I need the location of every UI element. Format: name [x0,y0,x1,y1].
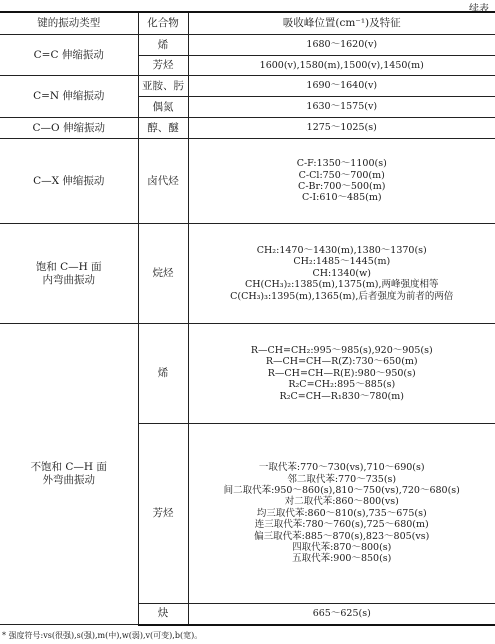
vibration-type-line: 内弯曲振动 [42,273,95,286]
table-row [0,76,495,97]
absorption-line: C(CH₃)₃:1395(m),1365(m),后者强度为前者的两倍 [230,290,454,302]
absorption-line: 间二取代苯:950～860(s),810～750(vs),720～680(s) [223,485,460,497]
table-header-row [0,12,495,35]
compound-cell: 亚胺、肟 [138,76,188,97]
table-row [0,139,495,224]
table-row [0,324,495,424]
compound-cell: 烯 [138,35,188,56]
header-vibration-type: 键的振动类型 [0,12,138,35]
table-row [0,118,495,139]
absorption-cell [188,424,495,604]
vibration-type-cell [0,224,138,324]
absorption-line: C-Br:700～500(m) [298,181,386,192]
absorption-line: CH₂:1485～1445(m) [293,256,391,268]
header-absorption: 吸收峰位置(cm⁻¹)及特征 [188,12,495,35]
absorption-cell: 1680～1620(v) [188,35,495,56]
compound-cell: 芳烃 [138,56,188,76]
absorption-line: 邻二取代苯:770～735(s) [287,473,397,485]
table-row [0,224,495,324]
absorption-cell: 1275～1025(s) [188,118,495,139]
absorption-line: 偏三取代苯:885～870(s),823～805(vs) [254,530,430,542]
vibration-type-line: 外弯曲振动 [42,474,95,486]
absorption-cell: 665～625(s) [188,604,495,625]
absorption-cell: 1690～1640(v) [188,76,495,97]
compound-cell: 烯 [138,324,188,424]
absorption-line: 均三取代苯:860～810(s),735～675(s) [256,507,427,519]
absorption-cell [188,324,495,424]
absorption-line: CH₂:1470～1430(m),1380～1370(s) [256,245,427,257]
absorption-line: CH:1340(w) [312,267,371,279]
absorption-line: R—CH=CH₂:995～985(s),920～905(s) [250,345,433,357]
absorption-cell: 1600(v),1580(m),1500(v),1450(m) [188,56,495,76]
absorption-line: R—CH=CH—R(Z):730～650(m) [265,356,418,368]
absorption-cell: 1630～1575(v) [188,97,495,118]
absorption-line: R—CH=CH—R(E):980～950(s) [267,367,416,379]
header-compound: 化合物 [138,12,188,35]
absorption-line: 连三取代苯:780～760(s),725～680(m) [254,519,429,531]
compound-cell: 醇、醚 [138,118,188,139]
absorption-line: CH(CH₃)₂:1385(m),1375(m),两峰强度相等 [244,279,439,291]
compound-cell: 炔 [138,604,188,625]
compound-cell: 卤代烃 [138,139,188,224]
vibration-type-cell: C—O 伸缩振动 [0,118,138,139]
absorption-line: C-F:1350～1100(s) [296,158,387,170]
vibration-type-cell: C=N 伸缩振动 [0,76,138,118]
vibration-type-line: 不饱和 C—H 面 [30,461,107,474]
absorption-line: C-Cl:750～700(m) [298,169,385,181]
compound-cell: 芳烃 [138,424,188,604]
table-row [0,35,495,56]
absorption-line: R₂C=CH₂:895～885(s) [288,379,396,391]
absorption-cell [188,224,495,324]
absorption-line: 四取代苯:870～800(s) [292,541,392,553]
absorption-line: 五取代苯:900～850(s) [292,553,392,565]
footnote: * 强度符号:vs(很强),s(强),m(中),w(弱),v(可变),b(宽)。 [2,631,203,640]
absorption-cell [188,139,495,224]
absorption-line: 对二取代苯:860～800(vs) [284,496,399,508]
compound-cell: 偶氮 [138,97,188,118]
absorption-line: C-I:610～485(m) [301,192,382,204]
absorption-line: 一取代苯:770～730(vs),710～690(s) [258,462,425,474]
vibration-type-cell: C—X 伸缩振动 [0,139,138,224]
ir-absorption-table [0,11,495,626]
absorption-line: R₂C=CH—R₁830～780(m) [279,390,404,402]
continued-label: 续表 [469,4,489,15]
vibration-type-line: 饱和 C—H 面 [35,260,102,273]
vibration-type-cell: C=C 伸缩振动 [0,35,138,76]
vibration-type-cell [0,324,138,625]
compound-cell: 烷烃 [138,224,188,324]
